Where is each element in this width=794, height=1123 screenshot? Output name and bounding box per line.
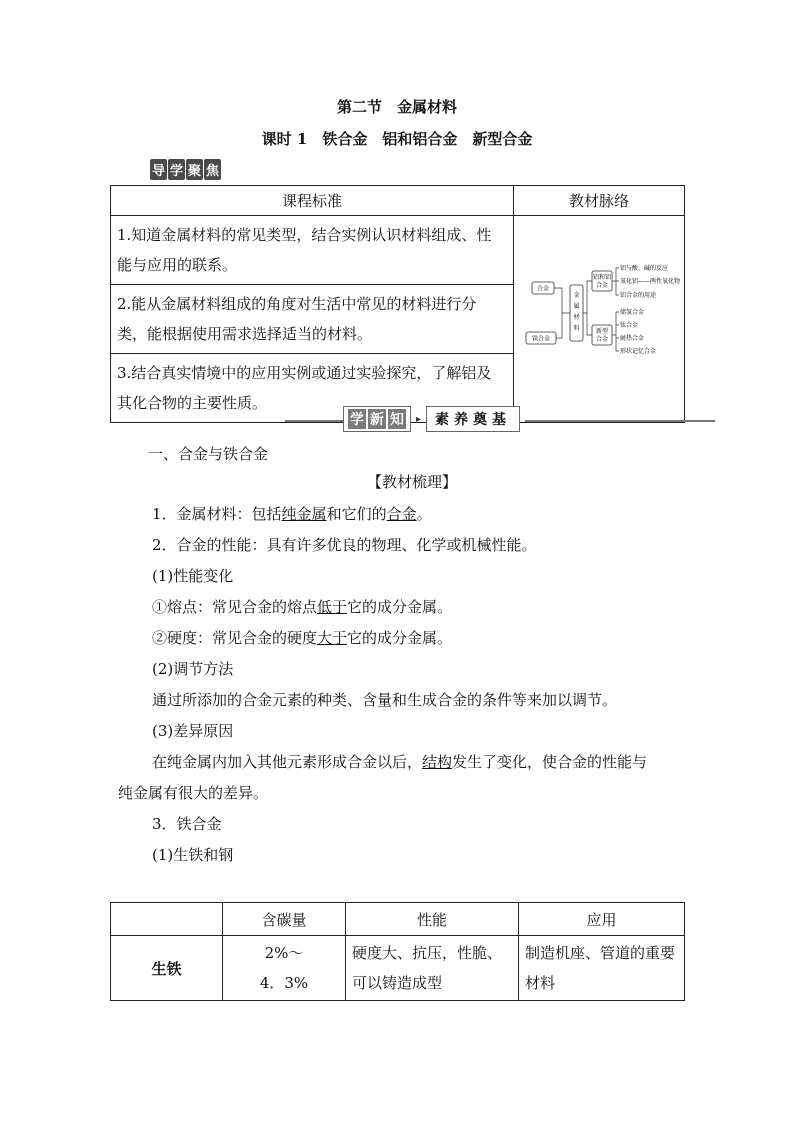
cell-property [346, 936, 519, 1001]
text: ①熔点：常见合金的熔点 [152, 598, 318, 616]
mindmap-leaf: 铝合金的用途 [620, 292, 657, 299]
mindmap-leaf: 氧化铝——两性氧化物 [620, 278, 681, 285]
text: 。 [416, 505, 432, 523]
text: 它的成分金属。 [347, 629, 453, 647]
mindmap-center: 金 [573, 292, 580, 299]
para-adjust-method: (2)调节方法 [152, 660, 234, 678]
text: 在纯金属内加入其他元素形成合金以后， [152, 753, 423, 771]
mindmap-node: 合金 [536, 285, 550, 293]
mindmap-node: 合金 [595, 336, 609, 343]
mindmap-center-char: 属 [573, 303, 580, 310]
outline-header: 教材脉络 [514, 186, 685, 216]
standard-row [111, 285, 514, 354]
para-melting-point [152, 597, 452, 617]
standard-line: 2.能从金属材料组成的角度对生活中常见的材料进行分 [117, 295, 477, 313]
mindmap-leaf: 铝与酸、碱的反应 [620, 265, 669, 272]
para-metal-materials [152, 504, 432, 524]
heading-pig-iron-steel: (1)生铁和钢 [152, 846, 234, 864]
answer-underline: 纯金属 [281, 505, 327, 523]
cell-line: 可以铸造成型 [352, 974, 443, 992]
section-banner [343, 407, 520, 431]
answer-underline: 合金 [386, 505, 417, 523]
banner-rule-left [285, 420, 343, 422]
heading-iron-alloy: 3．铁合金 [152, 815, 222, 833]
mindmap-leaf: 钛合金 [620, 322, 639, 329]
standard-line: 其化合物的主要性质。 [117, 394, 268, 412]
text: 它的成分金属。 [347, 598, 453, 616]
banner-char: 新 [368, 409, 386, 429]
cell-line: 硬度大、抗压，性脆、 [352, 944, 503, 962]
cell-application [519, 936, 685, 1001]
badge-char: 焦 [204, 159, 221, 180]
standard-line: 3.结合真实情境中的应用实例或通过实验探究，了解铝及 [117, 364, 492, 382]
guide-badge [150, 159, 222, 180]
para-structure-cont: 纯金属有很大的差异。 [118, 784, 269, 802]
para-difference-cause: (3)差异原因 [152, 722, 234, 740]
mindmap-node: 铁合金 [531, 335, 551, 343]
sub-heading: 【教材梳理】 [367, 473, 458, 491]
cell-line: 材料 [525, 974, 556, 992]
standards-header: 课程标准 [111, 186, 514, 216]
para-property-change: (1)性能变化 [152, 567, 234, 585]
cell-line: 4．3% [259, 974, 309, 992]
answer-underline: 低于 [317, 598, 348, 616]
mindmap-node: 新型 [595, 328, 609, 335]
table-row [111, 936, 685, 1001]
standard-line: 类，能根据使用需求选择适当的材料。 [117, 325, 373, 343]
banner-box [343, 406, 411, 432]
table-header-property: 性能 [346, 903, 519, 936]
para-alloy-properties: 2．合金的性能：具有许多优良的物理、化学或机械性能。 [152, 536, 537, 554]
mindmap-cell [514, 216, 685, 423]
row-name-pig-iron: 生铁 [111, 936, 223, 1001]
table-header-empty [111, 903, 223, 936]
para-hardness [152, 628, 452, 648]
mindmap-leaf: 耐热合金 [620, 335, 645, 342]
text: 和它们的 [326, 505, 387, 523]
mindmap-node: 合金 [595, 282, 609, 289]
mindmap-leaf: 形状记忆合金 [620, 348, 657, 355]
banner-rule-right [525, 420, 715, 422]
section-title: 第二节 金属材料 [336, 98, 457, 116]
banner-char: 学 [348, 409, 366, 429]
table-header-application: 应用 [519, 903, 685, 936]
lesson-title: 课时 1 铁合金 铝和铝合金 新型合金 [261, 130, 533, 148]
banner-text: 素养奠基 [426, 406, 520, 432]
mindmap-center-char: 材 [573, 314, 580, 321]
badge-char: 聚 [186, 159, 203, 180]
mindmap-center-char: 料 [573, 325, 580, 332]
cell-carbon [223, 936, 346, 1001]
para-structure [152, 752, 647, 772]
para-adjust-detail: 通过所添加的合金元素的种类、含量和生成合金的条件等来加以调节。 [152, 691, 618, 709]
heading-alloy: 一、合金与铁合金 [148, 445, 269, 463]
cell-line: 制造机座、管道的重要 [525, 944, 676, 962]
text: ②硬度：常见合金的硬度 [152, 629, 318, 647]
table-header-carbon: 含碳量 [223, 903, 346, 936]
standard-row [111, 216, 514, 285]
iron-alloy-table [110, 902, 685, 1001]
standard-line: 1.知道金属材料的常见类型，结合实例认识材料组成、性 [117, 226, 492, 244]
banner-arrow-icon: ▸ [416, 413, 422, 425]
answer-underline: 大于 [317, 629, 348, 647]
mindmap-node: 铝和铝 [592, 274, 612, 281]
banner-char: 知 [388, 409, 406, 429]
mindmap-diagram [515, 223, 683, 411]
text: 1．金属材料：包括 [152, 505, 282, 523]
standards-table [110, 185, 685, 423]
badge-char: 学 [168, 159, 185, 180]
badge-char: 导 [150, 159, 167, 180]
cell-line: 2%～ [264, 944, 304, 962]
answer-underline: 结构 [422, 753, 453, 771]
text: 发生了变化，使合金的性能与 [452, 753, 648, 771]
mindmap-leaf: 储氢合金 [620, 309, 645, 316]
standard-line: 能与应用的联系。 [117, 256, 238, 274]
